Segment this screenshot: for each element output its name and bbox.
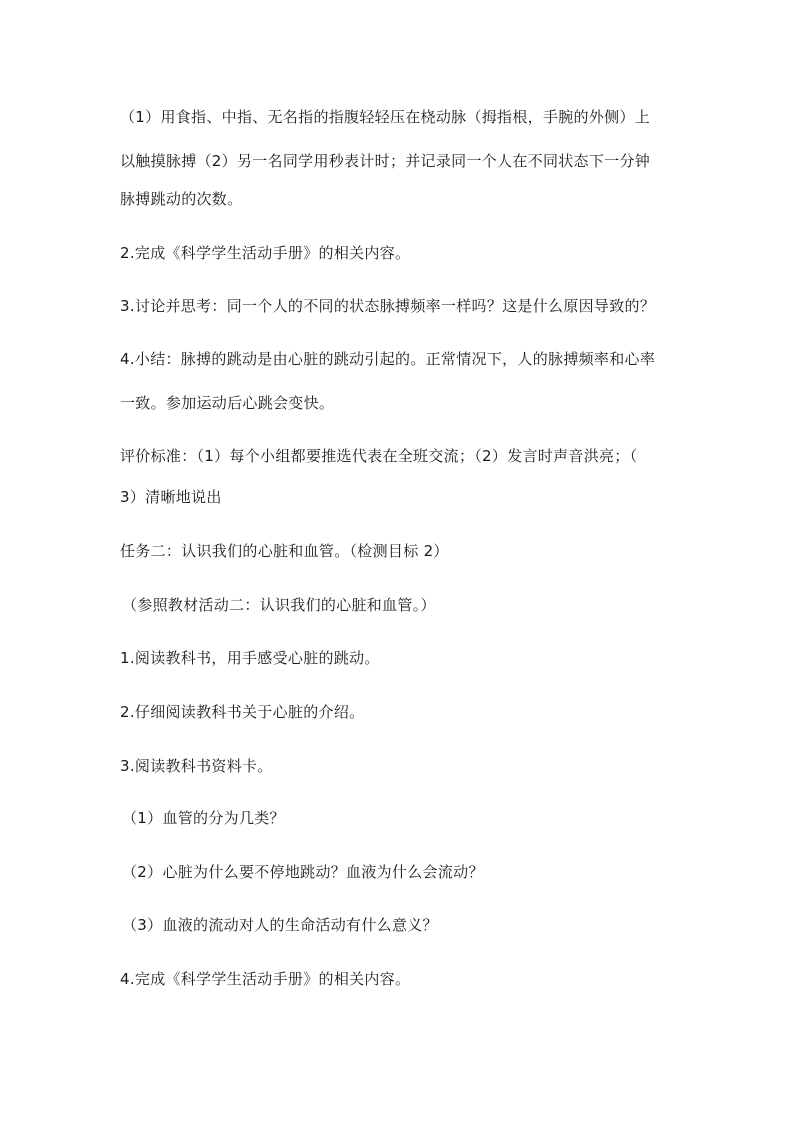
- evaluation-line-1: 评价标准：（1）每个小组都要推选代表在全班交流；（2）发言时声音洪亮；（: [120, 447, 638, 465]
- step-1-line-1: （1）用食指、中指、无名指的指腹轻轻压在桡动脉（拇指根，手腕的外侧）上: [120, 108, 651, 126]
- step-1-line-3: 脉搏跳动的次数。: [120, 190, 243, 208]
- task-two-heading: 任务二：认识我们的心脏和血管。（检测目标 2）: [120, 542, 449, 560]
- summary-line-2: 一致。参加运动后心跳会变快。: [120, 394, 335, 412]
- question-1: （1）血管的分为几类？: [122, 809, 285, 827]
- question-2: （2）心脏为什么要不停地跳动？血液为什么会流动？: [122, 863, 484, 881]
- task-two-step-3: 3.阅读教科书资料卡。: [120, 757, 273, 775]
- summary-line-1: 4.小结：脉搏的跳动是由心脏的跳动引起的。正常情况下，人的脉搏频率和心率: [120, 350, 656, 368]
- task-two-step-1: 1.阅读教科书，用手感受心脏的跳动。: [120, 649, 380, 667]
- task-two-step-4: 4.完成《科学学生活动手册》的相关内容。: [120, 970, 411, 988]
- step-1-line-2: 以触摸脉搏（2）另一名同学用秒表计时；并记录同一个人在不同状态下一分钟: [120, 152, 651, 170]
- task-two-step-2: 2.仔细阅读教科书关于心脏的介绍。: [120, 703, 365, 721]
- evaluation-line-2: 3）清晰地说出: [120, 488, 222, 506]
- question-3: （3）血液的流动对人的生命活动有什么意义？: [122, 916, 438, 934]
- step-3-text: 3.讨论并思考：同一个人的不同的状态脉搏频率一样吗？这是什么原因导致的？: [120, 297, 656, 315]
- task-two-reference: （参照教材活动二：认识我们的心脏和血管。）: [122, 596, 436, 614]
- step-2-text: 2.完成《科学学生活动手册》的相关内容。: [120, 244, 411, 262]
